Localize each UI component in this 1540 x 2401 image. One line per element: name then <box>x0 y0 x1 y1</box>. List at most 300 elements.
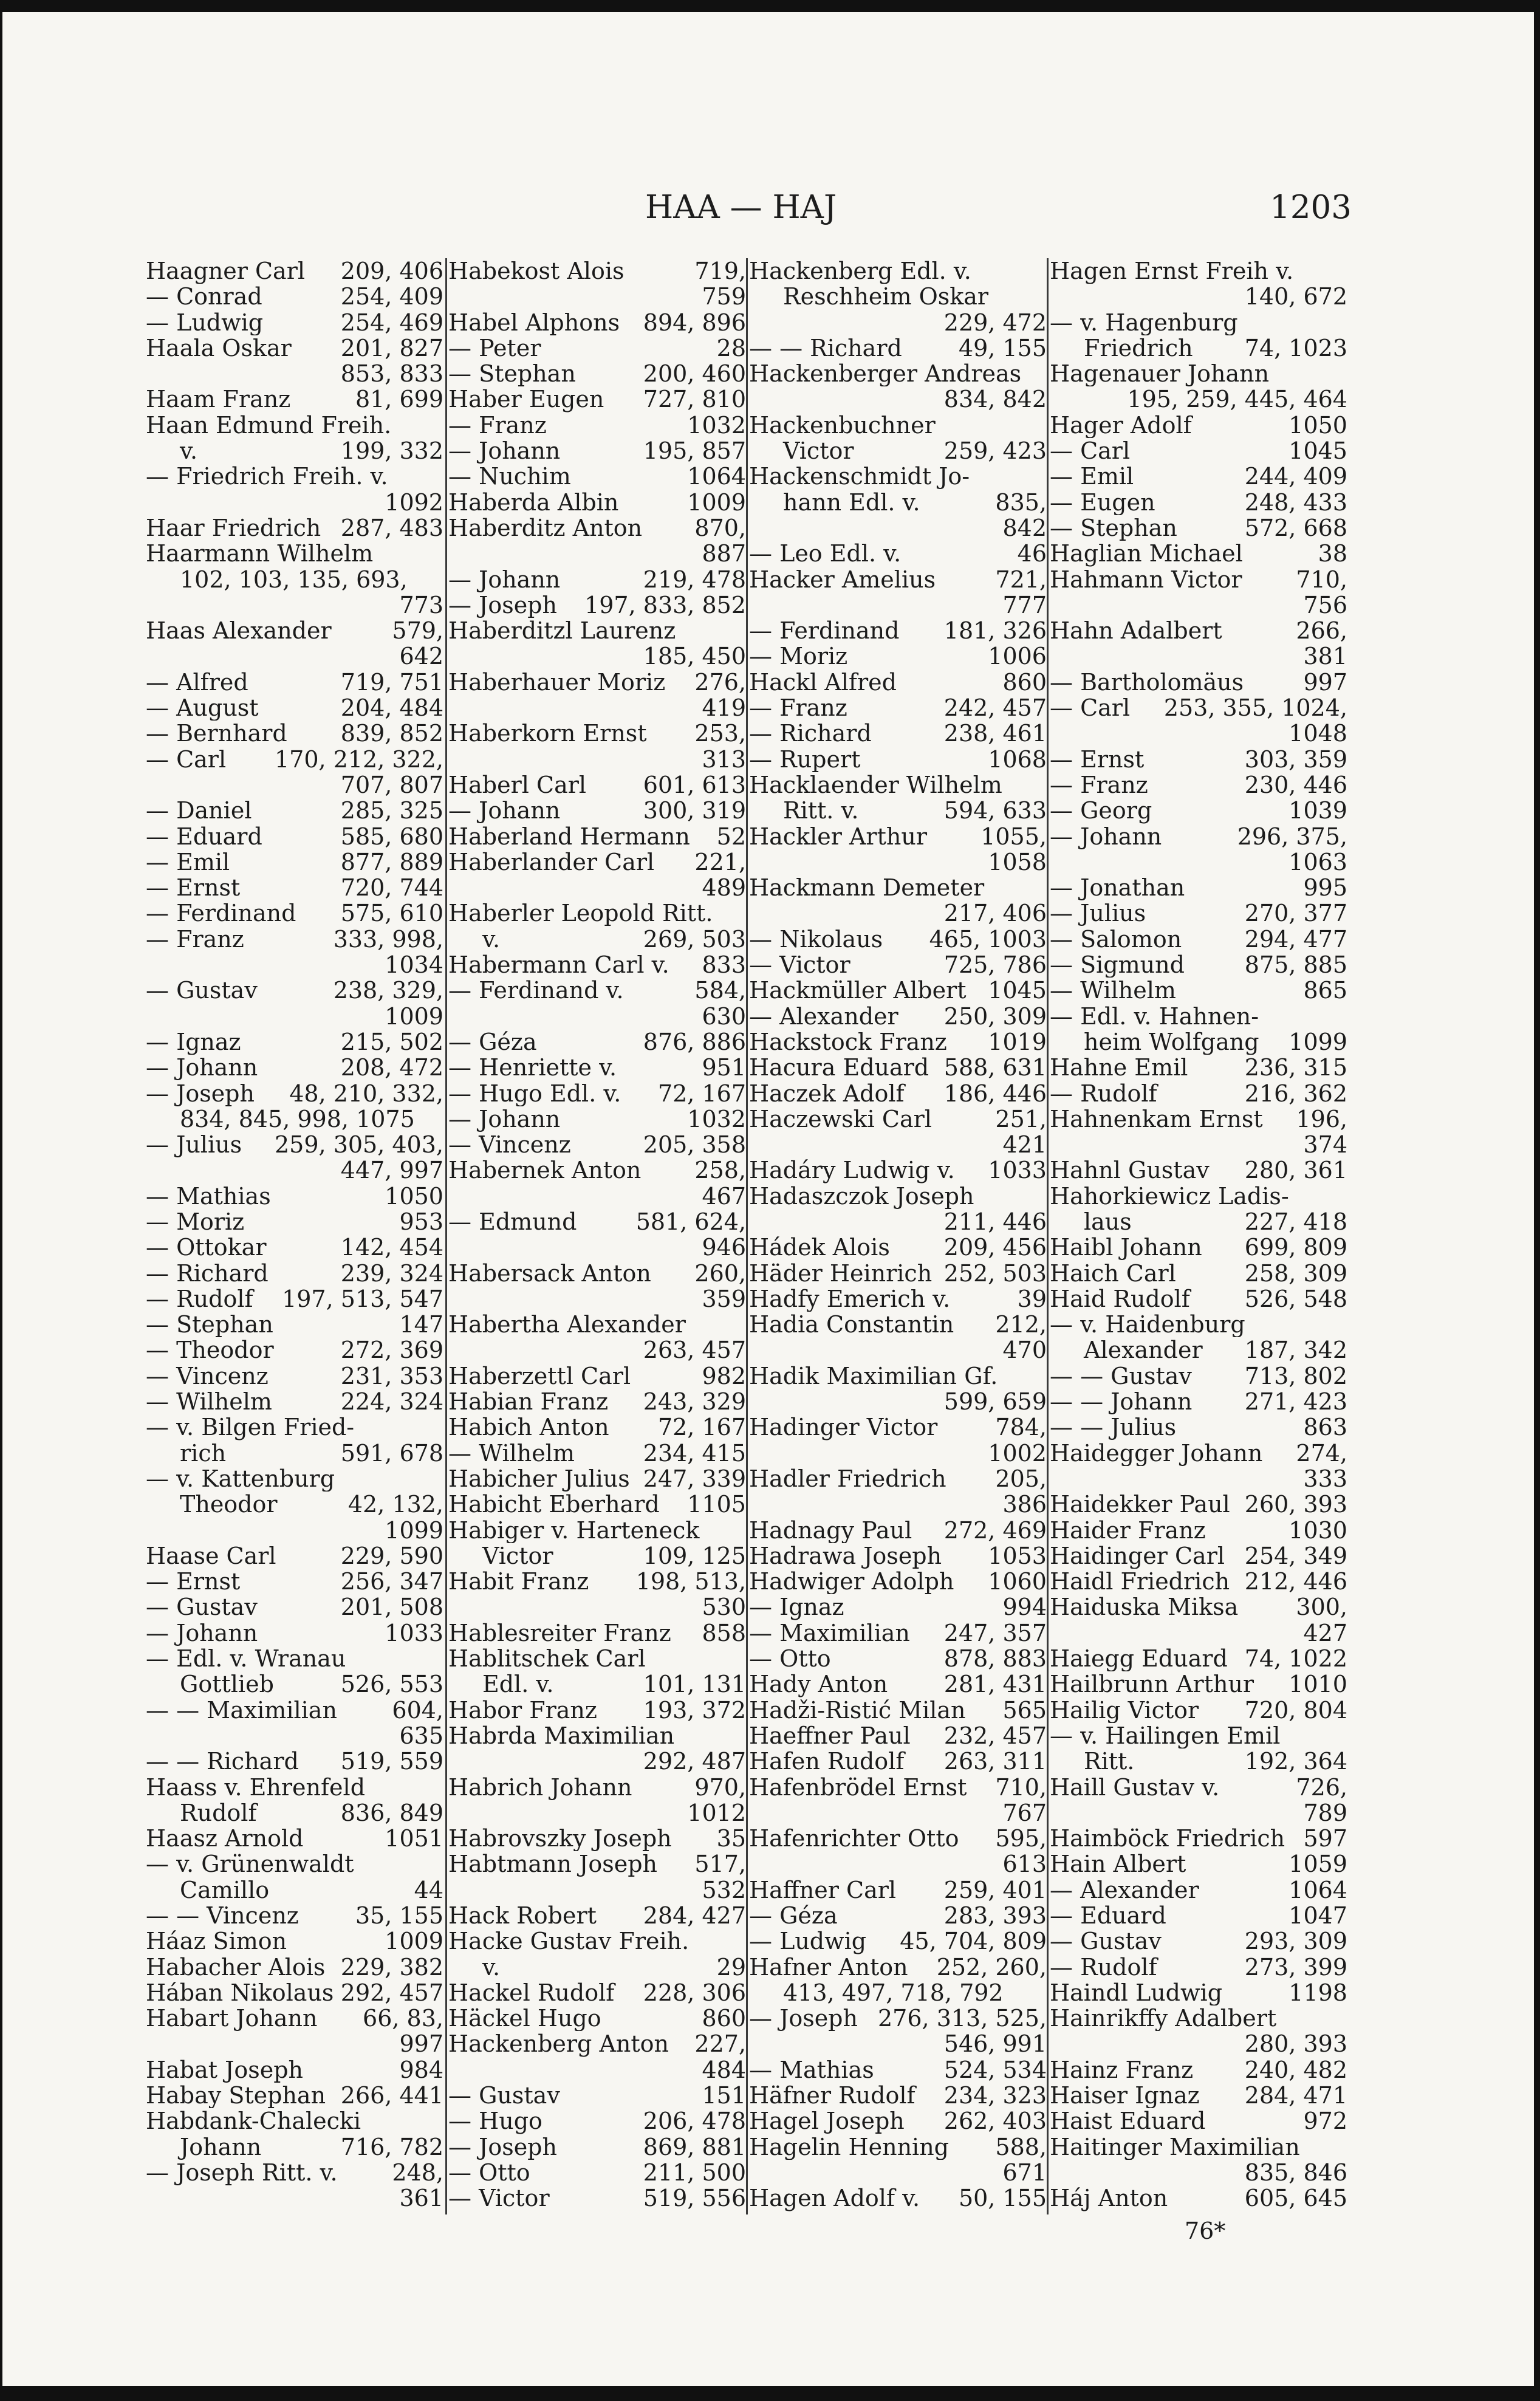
entry-name: Hacklaender Wilhelm <box>749 772 1002 798</box>
entry-pages: 256, 347 <box>340 1569 443 1595</box>
entry-pages: 877, 889 <box>340 849 443 875</box>
entry-row <box>1050 695 1347 721</box>
entry-pages: 597 <box>1303 1826 1347 1852</box>
entry-row <box>749 875 1047 900</box>
column-1 <box>146 258 443 2214</box>
entry-name: Hában Nikolaus <box>146 1979 334 2006</box>
entry-name: Haas Alexander <box>146 618 332 644</box>
entry-row <box>448 1286 746 1312</box>
entry-pages: 229, 590 <box>340 1543 443 1569</box>
entry-row <box>448 1646 746 1671</box>
entry-pages: 248, 433 <box>1244 489 1347 515</box>
entry-row <box>1050 1954 1347 1980</box>
entry-row <box>749 1235 1047 1260</box>
entry-row <box>146 310 443 335</box>
entry-row <box>146 1826 443 1851</box>
entry-pages: 725, 786 <box>943 952 1047 978</box>
entry-row <box>146 1132 443 1157</box>
entry-name: — Johann <box>448 438 561 464</box>
entry-row <box>1050 1106 1347 1132</box>
entry-row <box>448 1954 746 1980</box>
entry-row <box>1050 335 1347 361</box>
entry-name: — v. Kattenburg <box>146 1465 335 1492</box>
entry-name: Hadnagy Paul <box>749 1517 912 1543</box>
entry-row <box>146 1235 443 1260</box>
entry-name: Hadwiger Adolph <box>749 1569 954 1595</box>
entry-name: — — Gustav <box>1050 1363 1192 1389</box>
entry-name: Haberda Albin <box>448 489 619 515</box>
entry-pages: 199, 332 <box>340 438 443 464</box>
entry-row <box>749 1594 1047 1620</box>
entry-pages: 74, 1022 <box>1244 1646 1347 1672</box>
entry-row <box>448 2134 746 2160</box>
entry-row <box>146 1029 443 1055</box>
entry-row <box>1050 413 1347 438</box>
entry-name: Habacher Alois <box>146 1954 326 1980</box>
entry-pages: 863 <box>1303 1414 1347 1440</box>
entry-row <box>448 438 746 464</box>
entry-row <box>448 926 746 952</box>
entry-row <box>448 1697 746 1723</box>
entry-pages: 519, 559 <box>340 1749 443 1775</box>
entry-name: Haberlander Carl <box>448 849 655 875</box>
entry-row <box>448 1081 746 1106</box>
entry-row <box>146 541 443 566</box>
entry-row <box>448 695 746 721</box>
entry-pages: 109, 125 <box>643 1543 746 1569</box>
entry-name: Haarmann Wilhelm <box>146 541 374 567</box>
entry-row <box>749 1286 1047 1312</box>
entry-name: — Edl. v. Wranau <box>146 1646 346 1672</box>
entry-row <box>448 1851 746 1877</box>
entry-name: Haimböck Friedrich <box>1050 1826 1285 1852</box>
entry-name: Habel Alphons <box>448 309 620 335</box>
entry-pages: 170, 212, 322, <box>275 746 443 772</box>
entry-pages: 1012 <box>687 1800 746 1826</box>
entry-row <box>448 2005 746 2031</box>
entry-name: Hadia Constantin <box>749 1312 954 1338</box>
entry-name: — — Vincenz <box>146 1903 299 1929</box>
entry-pages: 276, 313, 525, <box>878 2005 1047 2032</box>
entry-pages: 719, 751 <box>340 669 443 696</box>
entry-name: — Daniel <box>146 798 252 824</box>
entry-row <box>448 1620 746 1646</box>
entry-pages: 1045 <box>988 978 1047 1004</box>
running-head: HAA — HAJ <box>645 189 837 226</box>
entry-pages: 630 <box>702 1003 746 1029</box>
entry-row <box>146 1389 443 1414</box>
entry-name: Habernek Anton <box>448 1157 642 1183</box>
entry-pages: 719, <box>694 258 746 284</box>
entry-pages: 470 <box>1002 1337 1047 1363</box>
entry-name: Haindl Ludwig <box>1050 1979 1223 2006</box>
entry-pages: 49, 155 <box>958 335 1047 361</box>
entry-pages: 858 <box>702 1620 746 1646</box>
entry-name: Hagel Joseph <box>749 2108 905 2134</box>
entry-row <box>1050 1440 1347 1466</box>
entry-name: v. <box>180 438 198 464</box>
entry-row <box>448 1312 746 1337</box>
entry-row <box>749 772 1047 798</box>
entry-name: — Bernhard <box>146 721 287 747</box>
entry-row <box>1050 978 1347 1003</box>
entry-pages: 835, <box>995 489 1047 515</box>
entry-name: Hadáry Ludwig v. <box>749 1157 955 1183</box>
entry-row <box>749 978 1047 1003</box>
entry-row <box>448 1389 746 1414</box>
entry-row <box>448 2057 746 2083</box>
entry-row <box>1050 824 1347 849</box>
entry-pages: 713, 802 <box>1244 1363 1347 1389</box>
entry-pages: 1033 <box>988 1157 1047 1183</box>
entry-name: Hafenrichter Otto <box>749 1826 959 1852</box>
entry-pages: 272, 369 <box>340 1337 443 1363</box>
entry-pages: 333 <box>1303 1465 1347 1492</box>
entry-name: — Ernst <box>146 875 241 901</box>
entry-pages: 773 <box>399 592 443 618</box>
entry-name: Habor Franz <box>448 1697 597 1723</box>
entry-pages: 427 <box>1303 1620 1347 1646</box>
entry-row <box>448 772 746 798</box>
entry-name: Hager Adolf <box>1050 412 1192 439</box>
entry-row <box>749 413 1047 438</box>
entry-row <box>448 1132 746 1157</box>
entry-name: Habtmann Joseph <box>448 1851 658 1877</box>
entry-pages: 293, 309 <box>1244 1928 1347 1954</box>
entry-row <box>146 567 443 592</box>
entry-row <box>1050 1363 1347 1389</box>
entry-name: Hablesreiter Franz <box>448 1620 671 1646</box>
entry-row <box>448 2160 746 2185</box>
entry-name: Habay Stephan <box>146 2083 326 2109</box>
entry-name: Hackl Alfred <box>749 669 897 696</box>
entry-name: Haiser Ignaz <box>1050 2083 1200 2109</box>
entry-row <box>448 1928 746 1954</box>
entry-name: — Johann <box>448 1106 561 1132</box>
entry-pages: 546, 991 <box>943 2031 1047 2057</box>
entry-row <box>749 1543 1047 1569</box>
entry-row <box>448 310 746 335</box>
entry-row <box>1050 1826 1347 1851</box>
entry-pages: 281, 431 <box>943 1671 1047 1697</box>
entry-row <box>146 386 443 412</box>
entry-row <box>1050 747 1347 772</box>
entry-pages: 273, 399 <box>1244 1954 1347 1980</box>
entry-name: Hackenbuchner <box>749 412 936 439</box>
entry-pages: 238, 329, <box>333 978 443 1004</box>
entry-pages: 447, 997 <box>340 1157 443 1183</box>
entry-pages: 181, 326 <box>943 618 1047 644</box>
entry-row <box>749 1749 1047 1774</box>
entry-row <box>749 2057 1047 2083</box>
entry-pages: 219, 478 <box>643 566 746 592</box>
entry-name: — Hugo <box>448 2108 542 2134</box>
entry-pages: 231, 353 <box>340 1363 443 1389</box>
entry-name: — Franz <box>146 926 244 953</box>
entry-pages: 1058 <box>988 849 1047 875</box>
entry-row <box>448 2031 746 2057</box>
entry-row <box>749 849 1047 875</box>
entry-name: Hackmann Demeter <box>749 875 985 901</box>
entry-pages: 997 <box>399 2031 443 2057</box>
entry-pages: 1032 <box>687 412 746 439</box>
entry-name: Habermann Carl v. <box>448 952 669 978</box>
entry-row <box>749 1903 1047 1928</box>
entry-row <box>1050 1800 1347 1826</box>
entry-row <box>1050 1775 1347 1800</box>
entry-pages: 238, 461 <box>943 721 1047 747</box>
entry-pages: 147 <box>399 1312 443 1338</box>
entry-name: Ritt. <box>1084 1749 1135 1775</box>
entry-row <box>146 284 443 309</box>
entry-row <box>749 2108 1047 2134</box>
entry-row <box>448 1363 746 1389</box>
entry-pages: 605, 645 <box>1244 2185 1347 2211</box>
entry-name: Haass v. Ehrenfeld <box>146 1774 366 1800</box>
entry-pages: 259, 401 <box>943 1877 1047 1903</box>
entry-pages: 860 <box>1002 669 1047 696</box>
entry-row <box>749 1492 1047 1517</box>
entry-pages: 269, 503 <box>643 926 746 953</box>
entry-name: Hahmann Victor <box>1050 566 1242 592</box>
entry-name: 834, 845, 998, 1075 <box>180 1106 415 1132</box>
entry-pages: 300, 319 <box>643 798 746 824</box>
entry-pages: 140, 672 <box>1244 284 1347 310</box>
entry-name: Haasz Arnold <box>146 1826 304 1852</box>
entry-row <box>448 900 746 926</box>
entry-row <box>1050 2134 1347 2160</box>
entry-name: — Carl <box>1050 695 1131 721</box>
entry-row <box>1050 1183 1347 1209</box>
entry-pages: 1055, <box>980 823 1047 849</box>
entry-row <box>448 1106 746 1132</box>
entry-row <box>749 1851 1047 1877</box>
entry-pages: 287, 483 <box>340 515 443 541</box>
entry-pages: 970, <box>694 1774 746 1800</box>
entry-row <box>749 695 1047 721</box>
entry-pages: 35, 155 <box>355 1903 443 1929</box>
entry-row <box>1050 2160 1347 2185</box>
entry-row <box>1050 952 1347 978</box>
entry-row <box>146 798 443 823</box>
entry-pages: 1048 <box>1288 721 1347 747</box>
entry-name: — Alexander <box>1050 1877 1199 1903</box>
entry-row <box>146 2031 443 2057</box>
entry-name: Haberler Leopold Ritt. <box>448 900 713 926</box>
entry-pages: 575, 610 <box>340 900 443 926</box>
entry-row <box>749 2185 1047 2211</box>
entry-pages: 601, 613 <box>643 772 746 798</box>
entry-name: — Nikolaus <box>749 926 883 953</box>
entry-name: — Theodor <box>146 1337 274 1363</box>
entry-pages: 1050 <box>1288 412 1347 439</box>
entry-row <box>1050 900 1347 926</box>
entry-pages: 303, 359 <box>1244 746 1347 772</box>
entry-name: rich <box>180 1440 227 1466</box>
entry-name: Edl. v. <box>482 1671 554 1697</box>
entry-pages: 195, 259, 445, 464 <box>1127 386 1347 413</box>
entry-row <box>749 515 1047 541</box>
column-rule <box>746 258 748 2214</box>
entry-name: Hackenberg Edl. v. <box>749 258 971 284</box>
entry-row <box>1050 1029 1347 1055</box>
entry-pages: 1033 <box>385 1620 443 1646</box>
entry-pages: 200, 460 <box>643 361 746 387</box>
entry-pages: 756 <box>1303 592 1347 618</box>
entry-row <box>146 2134 443 2160</box>
entry-name: — Ernst <box>146 1569 241 1595</box>
entry-name: — Franz <box>448 412 547 439</box>
entry-name: — — Richard <box>146 1749 299 1775</box>
entry-name: Hailig Victor <box>1050 1697 1199 1723</box>
entry-row <box>448 643 746 669</box>
entry-name: Hady Anton <box>749 1671 888 1697</box>
entry-row <box>146 2160 443 2185</box>
entry-pages: 870, <box>694 515 746 541</box>
entry-pages: 671 <box>1002 2159 1047 2186</box>
entry-name: Rudolf <box>180 1800 257 1826</box>
entry-pages: 1006 <box>988 643 1047 670</box>
entry-name: Hack Robert <box>448 1903 597 1929</box>
entry-pages: 1092 <box>385 489 443 515</box>
entry-name: Habdank-Chalecki <box>146 2108 361 2134</box>
entry-name: — Jonathan <box>1050 875 1185 901</box>
entry-name: — — Julius <box>1050 1414 1177 1440</box>
entry-pages: 253, <box>694 721 746 747</box>
entry-name: Haczek Adolf <box>749 1080 905 1106</box>
entry-pages: 1019 <box>988 1029 1047 1055</box>
entry-name: Hackel Rudolf <box>448 1979 615 2006</box>
entry-pages: 254, 409 <box>340 284 443 310</box>
entry-name: Habicher Julius <box>448 1465 630 1492</box>
entry-row <box>1050 1620 1347 1646</box>
entry-pages: 489 <box>702 875 746 901</box>
entry-pages: 484 <box>702 2057 746 2083</box>
entry-row <box>146 2185 443 2211</box>
entry-pages: 526, 548 <box>1244 1286 1347 1312</box>
entry-name: Habian Franz <box>448 1389 609 1415</box>
entry-pages: 284, 427 <box>643 1903 746 1929</box>
entry-pages: 197, 833, 852 <box>584 592 746 618</box>
entry-row <box>749 1337 1047 1363</box>
entry-pages: 263, 457 <box>643 1337 746 1363</box>
entry-row <box>749 1646 1047 1671</box>
entry-row <box>146 438 443 464</box>
entry-row <box>1050 1312 1347 1337</box>
page-number: 1203 <box>1270 189 1352 226</box>
entry-name: — Ferdinand v. <box>448 978 624 1004</box>
entry-pages: 187, 342 <box>1244 1337 1347 1363</box>
entry-row <box>146 978 443 1003</box>
entry-name: Haglian Michael <box>1050 541 1243 567</box>
entry-name: hann Edl. v. <box>783 489 920 515</box>
entry-row <box>448 541 746 566</box>
entry-pages: 274, <box>1296 1440 1347 1466</box>
entry-row <box>1050 464 1347 489</box>
entry-row <box>146 1569 443 1594</box>
entry-row <box>146 1851 443 1877</box>
entry-row <box>146 1928 443 1954</box>
entry-name: Hagen Adolf v. <box>749 2185 920 2211</box>
entry-row <box>1050 1543 1347 1569</box>
entry-row <box>448 747 746 772</box>
entry-pages: 953 <box>399 1208 443 1235</box>
entry-name: — Géza <box>749 1903 838 1929</box>
entry-name: Haberland Hermann <box>448 823 690 849</box>
entry-row <box>1050 1671 1347 1697</box>
entry-pages: 252, 260, <box>936 1954 1047 1980</box>
entry-name: Hain Albert <box>1050 1851 1186 1877</box>
entry-pages: 526, 553 <box>340 1671 443 1697</box>
entry-row <box>448 1183 746 1209</box>
entry-name: 413, 497, 718, 792 <box>783 1979 1004 2006</box>
entry-name: Haase Carl <box>146 1543 276 1569</box>
entry-pages: 465, 1003 <box>929 926 1047 953</box>
entry-pages: 253, 355, 1024, <box>1163 695 1347 721</box>
entry-pages: 789 <box>1303 1800 1347 1826</box>
entry-name: — Ferdinand <box>146 900 296 926</box>
entry-pages: 1060 <box>988 1569 1047 1595</box>
entry-pages: 946 <box>702 1235 746 1261</box>
entry-row <box>1050 1749 1347 1774</box>
entry-pages: 585, 680 <box>340 823 443 849</box>
entry-row <box>1050 1261 1347 1286</box>
entry-name: Haist Eduard <box>1050 2108 1206 2134</box>
entry-row <box>1050 1081 1347 1106</box>
entry-pages: 296, 375, <box>1237 823 1347 849</box>
entry-name: — Vincenz <box>146 1363 269 1389</box>
entry-row <box>749 1877 1047 1903</box>
entry-row <box>448 721 746 746</box>
entry-pages: 699, 809 <box>1244 1235 1347 1261</box>
entry-name: Habit Franz <box>448 1569 589 1595</box>
entry-row <box>1050 310 1347 335</box>
entry-row <box>448 592 746 618</box>
entry-pages: 276, <box>694 669 746 696</box>
entry-pages: 260, <box>694 1260 746 1286</box>
entry-pages: 260, 393 <box>1244 1492 1347 1518</box>
entry-pages: 836, 849 <box>340 1800 443 1826</box>
entry-row <box>146 1980 443 2005</box>
entry-pages: 29 <box>716 1954 746 1980</box>
entry-name: — Joseph <box>448 592 557 618</box>
entry-row <box>146 258 443 284</box>
entry-name: — August <box>146 695 259 721</box>
entry-row <box>749 824 1047 849</box>
entry-name: Haberhauer Moriz <box>448 669 666 696</box>
entry-pages: 1068 <box>988 746 1047 772</box>
entry-name: Haar Friedrich <box>146 515 321 541</box>
entry-row <box>146 1286 443 1312</box>
entry-row <box>448 1029 746 1055</box>
entry-row <box>1050 1414 1347 1440</box>
entry-name: heim Wolfgang <box>1084 1029 1259 1055</box>
entry-pages: 419 <box>702 695 746 721</box>
entry-name: Haberditzl Laurenz <box>448 618 676 644</box>
entry-row <box>1050 618 1347 643</box>
entry-row <box>448 1466 746 1492</box>
entry-pages: 266, <box>1296 618 1347 644</box>
entry-row <box>1050 1646 1347 1671</box>
entry-name: Habat Joseph <box>146 2057 304 2083</box>
entry-row <box>1050 1004 1347 1029</box>
entry-name: Hablitschek Carl <box>448 1646 646 1672</box>
entry-row <box>448 978 746 1003</box>
entry-row <box>1050 1389 1347 1414</box>
entry-pages: 280, 361 <box>1244 1157 1347 1183</box>
entry-row <box>146 1800 443 1826</box>
entry-row <box>146 1620 443 1646</box>
